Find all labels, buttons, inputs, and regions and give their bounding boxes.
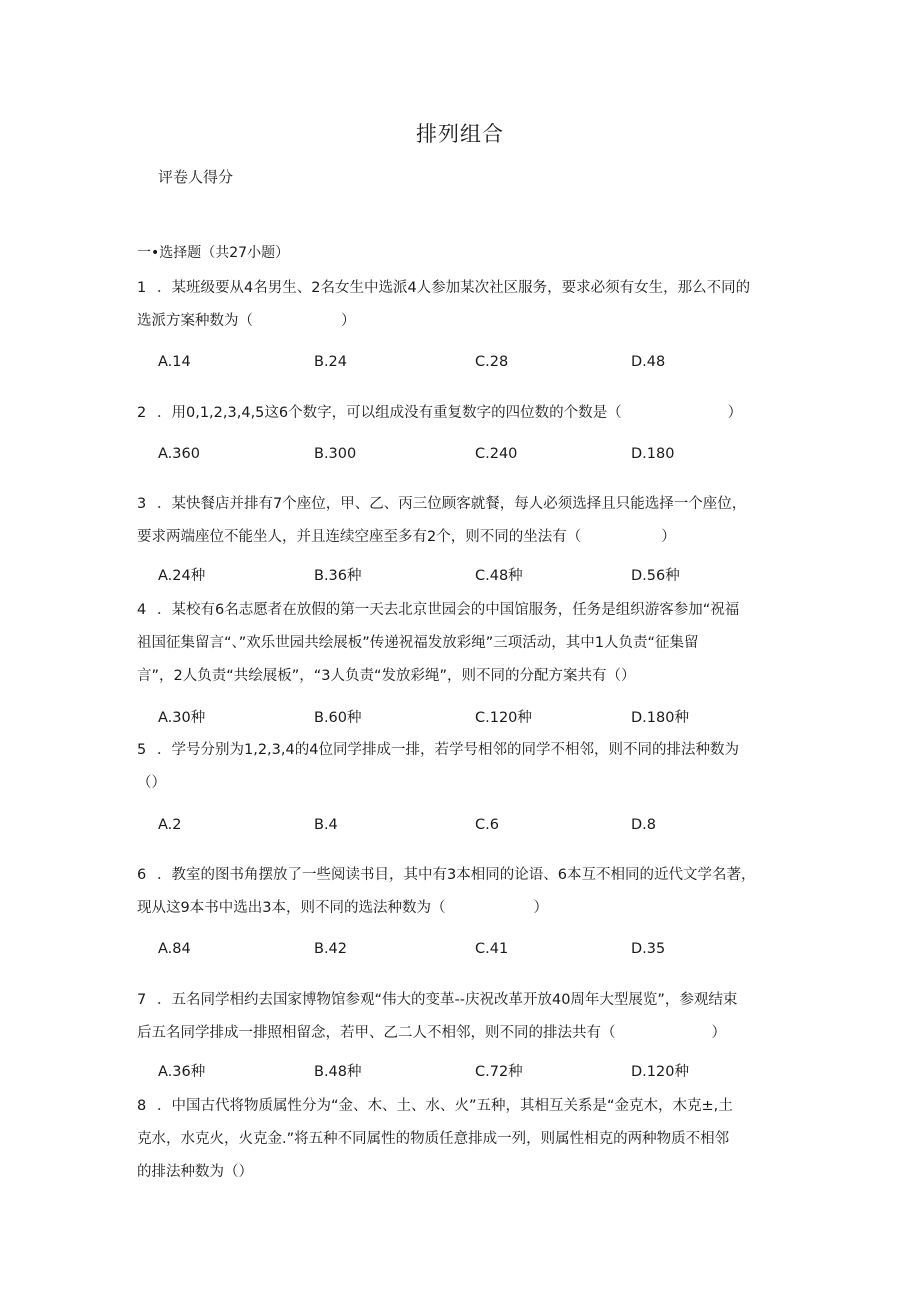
option-b[interactable]: B.4 [314, 817, 338, 833]
option-c[interactable]: C.120种 [475, 710, 532, 726]
question-line [137, 767, 787, 800]
answer-paren-close: ） [727, 405, 743, 421]
question-7 [137, 984, 787, 1050]
option-a[interactable]: A.14 [158, 354, 191, 370]
question-text: ．用0,1,2,3,4,5这6个数字，可以组成没有重复数字的四位数的个数是（ [157, 405, 622, 421]
question-line [137, 892, 787, 925]
question-number: 3 [137, 496, 147, 512]
question-text: 现从这9本书中选出3本，则不同的选法种数为（ [137, 900, 446, 916]
option-c[interactable]: C.6 [475, 817, 499, 833]
question-line [137, 984, 787, 1017]
question-number: 2 [137, 405, 147, 421]
answer-paren-close: ） [711, 1025, 726, 1041]
option-c[interactable]: C.240 [475, 446, 518, 462]
question-text: ．中国古代将物质属性分为“金、木、土、水、火”五种，其相互关系是“金克木，木克±,土 [157, 1098, 733, 1114]
question-3 [137, 488, 787, 554]
question-text: 的排法种数为（） [137, 1164, 253, 1180]
option-c[interactable]: C.41 [475, 941, 509, 957]
question-line [137, 859, 787, 892]
option-b[interactable]: B.60种 [314, 710, 362, 726]
option-b[interactable]: B.48种 [314, 1064, 362, 1080]
question-number: 8 [137, 1098, 147, 1114]
option-c[interactable]: C.28 [475, 354, 509, 370]
option-a[interactable]: A.84 [158, 941, 191, 957]
answer-paren-close: ） [661, 529, 676, 545]
question-line [137, 627, 787, 660]
question-text: ．五名同学相约去国家博物馆参观“伟大的变革--庆祝改革开放40周年大型展览”，参观结束 [157, 992, 738, 1008]
question-text: 后五名同学排成一排照相留念，若甲、乙二人不相邻，则不同的排法共有（ [137, 1025, 616, 1041]
question-line [137, 594, 787, 627]
option-d[interactable]: D.180 [631, 446, 675, 462]
option-d[interactable]: D.120种 [631, 1064, 689, 1080]
question-2 [137, 397, 787, 430]
option-b[interactable]: B.42 [314, 941, 348, 957]
question-line [137, 488, 787, 521]
page-title: 排列组合 [416, 122, 504, 146]
option-c[interactable]: C.72种 [475, 1064, 523, 1080]
option-d[interactable]: D.56种 [631, 568, 680, 584]
question-line [137, 1123, 787, 1156]
question-number: 1 [137, 280, 147, 296]
question-line [137, 734, 787, 767]
grader-label: 评卷人得分 [158, 168, 234, 186]
answer-paren-close: ） [341, 313, 356, 329]
option-a[interactable]: A.360 [158, 446, 200, 462]
question-text: 要求两端座位不能坐人，并且连续空座至多有2个，则不同的坐法有（ [137, 529, 582, 545]
question-text: 克水，水克火，火克金.”将五种不同属性的物质任意排成一列，则属性相克的两种物质不相邻 [137, 1131, 730, 1147]
option-a[interactable]: A.36种 [158, 1064, 206, 1080]
question-line [137, 1017, 787, 1050]
option-c[interactable]: C.48种 [475, 568, 523, 584]
question-text: ．学号分别为1,2,3,4的4位同学排成一排，若学号相邻的同学不相邻，则不同的排法种数为 [157, 742, 739, 758]
question-number: 4 [137, 602, 147, 618]
question-text: （） [137, 775, 166, 791]
question-line [137, 272, 787, 305]
question-line [137, 1090, 787, 1123]
question-text: 祖国征集留言“、”欢乐世园共绘展板”传递祝福发放彩绳”三项活动，其中1人负责“征集留 [137, 635, 699, 651]
question-number: 5 [137, 742, 147, 758]
option-b[interactable]: B.36种 [314, 568, 362, 584]
question-text: ．某快餐店并排有7个座位，甲、乙、丙三位顾客就餐，每人必须选择且只能选择一个座位， [157, 496, 747, 512]
question-text: ．教室的图书角摆放了一些阅读书目，其中有3本相同的论语、6本互不相同的近代文学名著， [157, 867, 756, 883]
question-number: 6 [137, 867, 147, 883]
question-line [137, 521, 787, 554]
question-text: 言”，2人负责“共绘展板”，“3人负责“发放彩绳”，则不同的分配方案共有（） [137, 668, 636, 684]
question-1 [137, 272, 787, 338]
option-d[interactable]: D.8 [631, 817, 656, 833]
question-number: 7 [137, 992, 147, 1008]
option-a[interactable]: A.2 [158, 817, 182, 833]
option-d[interactable]: D.35 [631, 941, 666, 957]
question-text: ．某校有6名志愿者在放假的第一天去北京世园会的中国馆服务，任务是组织游客参加“祝福 [157, 602, 740, 618]
option-d[interactable]: D.48 [631, 354, 666, 370]
question-line [137, 305, 787, 338]
question-line [137, 660, 787, 693]
question-6 [137, 859, 787, 925]
question-5 [137, 734, 787, 800]
option-a[interactable]: A.24种 [158, 568, 206, 584]
section-heading: 一•选择题（共27小题） [137, 245, 290, 261]
question-8 [137, 1090, 787, 1189]
option-b[interactable]: B.24 [314, 354, 348, 370]
option-a[interactable]: A.30种 [158, 710, 206, 726]
question-line [137, 1156, 787, 1189]
question-4 [137, 594, 787, 693]
question-text: 选派方案种数为（ [137, 313, 253, 329]
answer-paren-close: ） [533, 900, 548, 916]
question-line [137, 397, 787, 430]
question-text: ．某班级要从4名男生、2名女生中选派4人参加某次社区服务，要求必须有女生，那么不同的 [157, 280, 751, 296]
option-d[interactable]: D.180种 [631, 710, 689, 726]
option-b[interactable]: B.300 [314, 446, 357, 462]
